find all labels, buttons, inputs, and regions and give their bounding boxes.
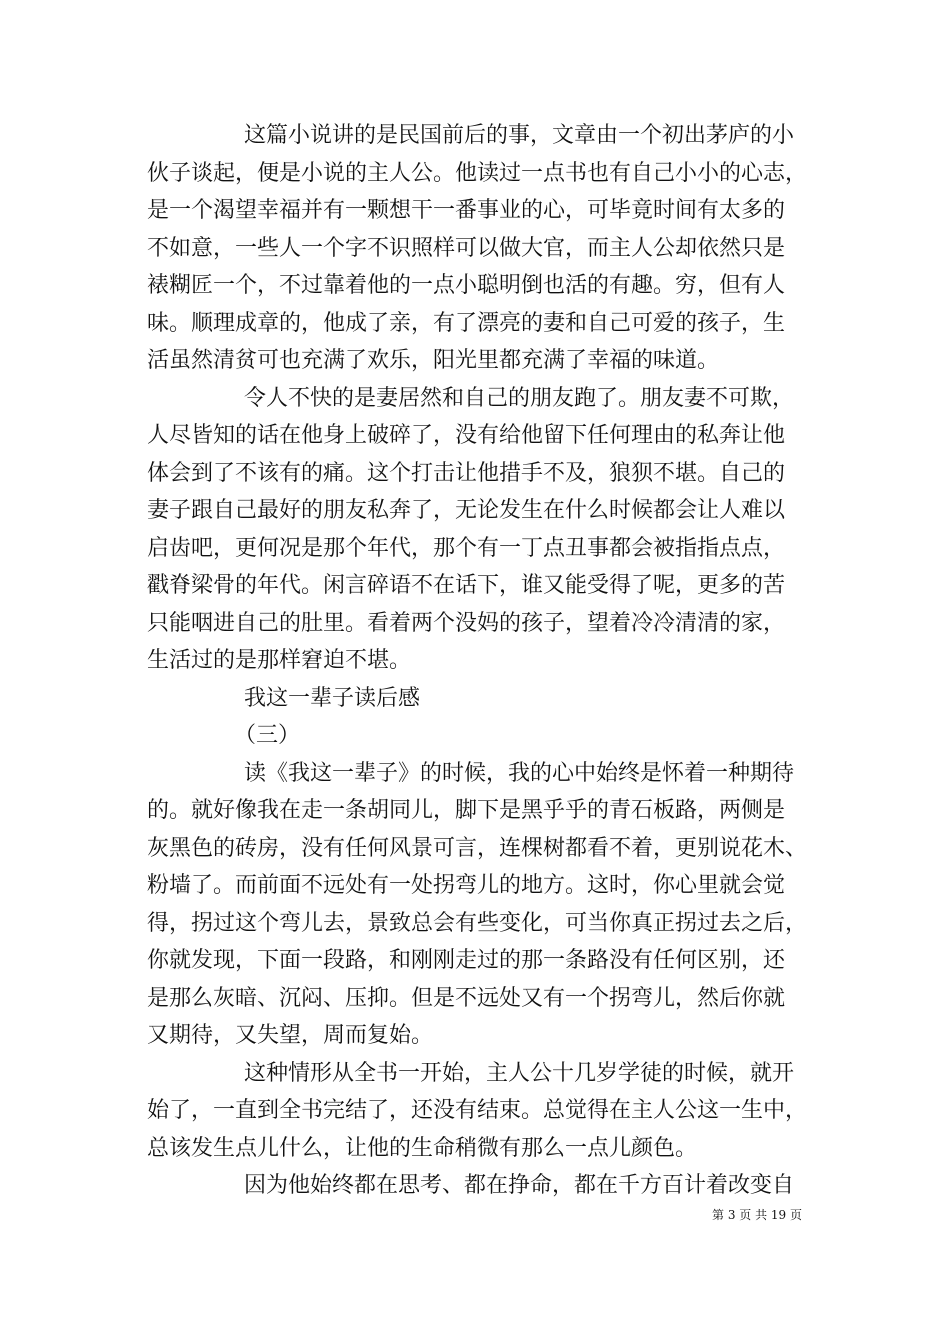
section-title: 我这一辈子读后感 <box>244 686 421 711</box>
text-line: 妻子跟自己最好的朋友私奔了，无论发生在什么时候都会让人难以 <box>147 498 786 523</box>
text-line: 你就发现，下面一段路，和刚刚走过的那一条路没有任何区别，还 <box>147 948 786 973</box>
text-line: 戳脊梁骨的年代。闲言碎语不在话下，谁又能受得了呢，更多的苦 <box>147 573 786 598</box>
text-line: 是一个渴望幸福并有一颗想干一番事业的心，可毕竟时间有太多的 <box>147 198 786 223</box>
page-number-footer: 第 3 页 共 19 页 <box>712 1208 802 1222</box>
text-line: 的。就好像我在走一条胡同儿，脚下是黑乎乎的青石板路，两侧是 <box>147 798 786 823</box>
text-line: 得，拐过这个弯儿去，景致总会有些变化，可当你真正拐过去之后， <box>147 911 808 936</box>
text-line: 因为他始终都在思考、都在挣命，都在千方百计着改变自 <box>244 1173 795 1198</box>
section-number: （三） <box>234 723 301 748</box>
text-line: 令人不快的是妻居然和自己的朋友跑了。朋友妻不可欺， <box>244 386 795 411</box>
text-line: 不如意，一些人一个字不识照样可以做大官，而主人公却依然只是 <box>147 236 786 261</box>
text-line: 这种情形从全书一开始，主人公十几岁学徒的时候，就开 <box>244 1061 795 1086</box>
text-line: 只能咽进自己的肚里。看着两个没妈的孩子，望着冷冷清清的家， <box>147 611 786 636</box>
text-line: 始了，一直到全书完结了，还没有结束。总觉得在主人公这一生中， <box>147 1098 808 1123</box>
text-line: 体会到了不该有的痛。这个打击让他措手不及，狼狈不堪。自己的 <box>147 461 786 486</box>
text-line: 味。顺理成章的，他成了亲，有了漂亮的妻和自己可爱的孩子，生 <box>147 311 786 336</box>
text-line: 伙子谈起，便是小说的主人公。他读过一点书也有自己小小的心志， <box>147 161 808 186</box>
text-line: 又期待，又失望，周而复始。 <box>147 1023 434 1048</box>
text-line: 读《我这一辈子》的时候，我的心中始终是怀着一种期待 <box>244 761 795 786</box>
text-line: 这篇小说讲的是民国前后的事，文章由一个初出茅庐的小 <box>244 123 795 148</box>
text-line: 是那么灰暗、沉闷、压抑。但是不远处又有一个拐弯儿，然后你就 <box>147 986 786 1011</box>
text-line: 裱糊匠一个，不过靠着他的一点小聪明倒也活的有趣。穷，但有人 <box>147 273 786 298</box>
text-line: 生活过的是那样窘迫不堪。 <box>147 648 412 673</box>
text-line: 灰黑色的砖房，没有任何风景可言，连棵树都看不着，更别说花木、 <box>147 836 808 861</box>
text-line: 活虽然清贫可也充满了欢乐，阳光里都充满了幸福的味道。 <box>147 348 720 373</box>
text-line: 人尽皆知的话在他身上破碎了，没有给他留下任何理由的私奔让他 <box>147 423 786 448</box>
text-line: 粉墙了。而前面不远处有一处拐弯儿的地方。这时，你心里就会觉 <box>147 873 786 898</box>
text-line: 总该发生点儿什么，让他的生命稍微有那么一点儿颜色。 <box>147 1136 698 1161</box>
text-line: 启齿吧，更何况是那个年代，那个有一丁点丑事都会被指指点点， <box>147 536 786 561</box>
